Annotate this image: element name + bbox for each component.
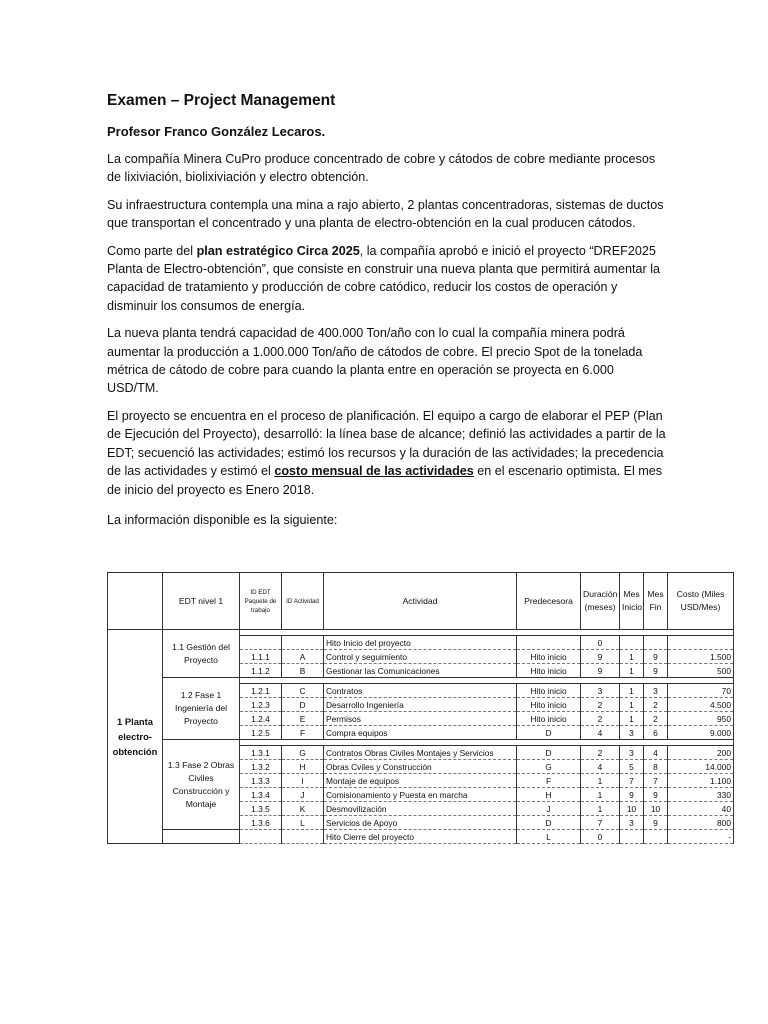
edt-level1-cell: 1 Planta electro-obtención: [108, 630, 163, 844]
paragraph-infrastructure: Su infraestructura contempla una mina a rajo abierto, 2 plantas concentradoras, sistemas de ductos que transportan el concentrado y una planta de electro-obtención en la cual producen cátodos.: [107, 197, 664, 231]
monthly-cost-highlight: costo mensual de las actividades: [274, 464, 474, 479]
cell-edt: [240, 830, 282, 844]
cell-edt: 1.2.4: [240, 712, 282, 726]
cell-cost: 500: [668, 664, 734, 678]
cell-act: Control y seguimiento: [324, 650, 517, 664]
cell-id: D: [282, 698, 324, 712]
cell-edt: 1.3.5: [240, 802, 282, 816]
cell-fin: 8: [644, 760, 668, 774]
cell-cost: -: [668, 830, 734, 844]
header-id-actividad: ID Actividad: [282, 573, 324, 630]
cell-act: Desarrollo Ingeniería: [324, 698, 517, 712]
cell-fin: 4: [644, 746, 668, 760]
header-mes-inicio: Mes Inicio: [620, 573, 644, 630]
cell-ini: 3: [620, 726, 644, 740]
cell-dur: 2: [581, 746, 620, 760]
paragraph-planning-text-1: El proyecto se encuentra en el proceso de planificación. El equipo a cargo de elaborar el PEP (Plan de Ejecución del Proyecto), desarrolló: la línea base de alcance; definió las actividades a partir de la EDT; secuenció las actividades; estimó los recursos y la duración de las actividades; la precedencia de las actividades y estimó el: [107, 408, 666, 479]
cell-cost: 70: [668, 684, 734, 698]
edt-group-name: 1.3 Fase 2 Obras Civiles Construcción y Montaje: [163, 740, 240, 830]
cell-cost: 1.500: [668, 650, 734, 664]
cell-id: [282, 830, 324, 844]
cell-fin: 9: [644, 664, 668, 678]
header-duracion: Duración (meses): [581, 573, 620, 630]
cell-pred: Hito inicio: [517, 664, 581, 678]
cell-cost: 1.100: [668, 774, 734, 788]
cell-id: A: [282, 650, 324, 664]
cell-pred: Hito inicio: [517, 684, 581, 698]
cell-ini: [620, 830, 644, 844]
cell-cost: 330: [668, 788, 734, 802]
cell-cost: 9.000: [668, 726, 734, 740]
cell-pred: J: [517, 802, 581, 816]
cell-edt: 1.3.6: [240, 816, 282, 830]
cell-pred: Hito inicio: [517, 712, 581, 726]
cell-act: Hito Inicio del proyecto: [324, 636, 517, 650]
edt-group-name: 1.2 Fase 1 Ingeniería del Proyecto: [163, 678, 240, 740]
cell-pred: [517, 636, 581, 650]
cell-ini: [620, 636, 644, 650]
cell-fin: 7: [644, 774, 668, 788]
cell-fin: 6: [644, 726, 668, 740]
cell-cost: 800: [668, 816, 734, 830]
cell-cost: 4.500: [668, 698, 734, 712]
cell-edt: [240, 636, 282, 650]
cell-ini: 1: [620, 650, 644, 664]
cell-act: Permisos: [324, 712, 517, 726]
cell-fin: 10: [644, 802, 668, 816]
cell-id: K: [282, 802, 324, 816]
cell-dur: 3: [581, 684, 620, 698]
cell-act: Servicios de Apoyo: [324, 816, 517, 830]
cell-pred: H: [517, 788, 581, 802]
cell-cost: [668, 636, 734, 650]
cell-act: Compra equipos: [324, 726, 517, 740]
cell-dur: 0: [581, 636, 620, 650]
cell-act: Hito Cierre del proyecto: [324, 830, 517, 844]
document-body: [107, 92, 667, 527]
cell-dur: 4: [581, 760, 620, 774]
cell-fin: 2: [644, 698, 668, 712]
cell-ini: 9: [620, 788, 644, 802]
cell-pred: G: [517, 760, 581, 774]
cell-fin: [644, 636, 668, 650]
cell-dur: 1: [581, 788, 620, 802]
cell-edt: 1.3.1: [240, 746, 282, 760]
cell-dur: 9: [581, 650, 620, 664]
header-predecesora: Predecesora: [517, 573, 581, 630]
cell-edt: 1.3.2: [240, 760, 282, 774]
cell-ini: 1: [620, 698, 644, 712]
cell-dur: 7: [581, 816, 620, 830]
cell-ini: 1: [620, 712, 644, 726]
paragraph-project-text-1: Como parte del: [107, 243, 197, 258]
cell-ini: 5: [620, 760, 644, 774]
cell-fin: [644, 830, 668, 844]
header-id-edt: ID EDT Paquete de trabajo: [240, 573, 282, 630]
edt-group-name: 1.1 Gestión del Proyecto: [163, 630, 240, 678]
cell-edt: 1.3.4: [240, 788, 282, 802]
cell-pred: F: [517, 774, 581, 788]
cell-act: Obras Cviles y Construcción: [324, 760, 517, 774]
cell-pred: Hito inicio: [517, 698, 581, 712]
cell-ini: 1: [620, 684, 644, 698]
cell-id: L: [282, 816, 324, 830]
header-actividad: Actividad: [324, 573, 517, 630]
cell-pred: Hito inicio: [517, 650, 581, 664]
cell-ini: 10: [620, 802, 644, 816]
cell-dur: 2: [581, 698, 620, 712]
cell-dur: 1: [581, 774, 620, 788]
cell-act: Contratos: [324, 684, 517, 698]
info-intro: La información disponible es la siguiente:: [107, 512, 338, 527]
edt-group-blank: [163, 830, 240, 844]
cell-fin: 2: [644, 712, 668, 726]
cell-dur: 4: [581, 726, 620, 740]
cell-fin: 9: [644, 816, 668, 830]
cell-cost: 14.000: [668, 760, 734, 774]
strategic-plan-highlight: plan estratégico Circa 2025: [196, 243, 360, 258]
cell-id: H: [282, 760, 324, 774]
cell-cost: 40: [668, 802, 734, 816]
cell-id: I: [282, 774, 324, 788]
cell-id: [282, 636, 324, 650]
cell-id: F: [282, 726, 324, 740]
cell-pred: L: [517, 830, 581, 844]
cell-pred: D: [517, 726, 581, 740]
cell-edt: 1.2.5: [240, 726, 282, 740]
paragraph-project-text-2: , la compañía aprobó e inició el proyecto “DREF2025 Planta de Electro-obtención”, que consiste en construir una nueva planta que permitirá aumentar la capacidad de tratamiento y producción de cobre catódico, reducir los costos de operación y disminuir los consumos de energía.: [107, 243, 661, 313]
header-edt-nivel1: EDT nivel 1: [163, 573, 240, 630]
table-body: [108, 630, 734, 844]
cell-ini: 3: [620, 816, 644, 830]
activities-table: [107, 572, 734, 844]
cell-cost: 950: [668, 712, 734, 726]
paragraph-company: La compañía Minera CuPro produce concentrado de cobre y cátodos de cobre mediante procesos de lixiviación, biolixiviación y electro obtención.: [107, 152, 656, 185]
cell-id: B: [282, 664, 324, 678]
cell-dur: 1: [581, 802, 620, 816]
cell-act: Montaje de equipos: [324, 774, 517, 788]
cell-cost: 200: [668, 746, 734, 760]
cell-id: J: [282, 788, 324, 802]
cell-fin: 9: [644, 788, 668, 802]
cell-id: C: [282, 684, 324, 698]
cell-pred: D: [517, 746, 581, 760]
paragraph-planning-text-2: en el escenario optimista. El mes de inicio del proyecto es Enero 2018.: [107, 464, 663, 497]
cell-act: Contratos Obras Civiles Montajes y Servicios: [324, 746, 517, 760]
cell-pred: D: [517, 816, 581, 830]
cell-dur: 9: [581, 664, 620, 678]
header-mes-fin: Mes Fin: [644, 573, 668, 630]
cell-act: Gestionar las Comunicaciones: [324, 664, 517, 678]
paragraph-project: [107, 242, 667, 316]
cell-edt: 1.3.3: [240, 774, 282, 788]
cell-act: Desmovilización: [324, 802, 517, 816]
cell-ini: 7: [620, 774, 644, 788]
cell-fin: 9: [644, 650, 668, 664]
cell-id: E: [282, 712, 324, 726]
cell-ini: 1: [620, 664, 644, 678]
cell-edt: 1.2.1: [240, 684, 282, 698]
cell-ini: 3: [620, 746, 644, 760]
cell-id: G: [282, 746, 324, 760]
cell-edt: 1.2.3: [240, 698, 282, 712]
cell-fin: 3: [644, 684, 668, 698]
cell-dur: 2: [581, 712, 620, 726]
cell-act: Comisionamiento y Puesta en marcha: [324, 788, 517, 802]
cell-dur: 0: [581, 830, 620, 844]
table-header-row: [108, 573, 734, 630]
document-title: Examen – Project Management: [107, 92, 336, 109]
professor-name: Profesor Franco González Lecaros.: [107, 124, 326, 139]
paragraph-planning: [107, 407, 667, 499]
table-row-final: [108, 830, 734, 844]
header-costo: Costo (Miles USD/Mes): [668, 573, 734, 630]
cell-edt: 1.1.2: [240, 664, 282, 678]
cell-edt: 1.1.1: [240, 650, 282, 664]
paragraph-capacity: La nueva planta tendrá capacidad de 400.000 Ton/año con lo cual la compañía minera podrá aumentar la producción a 1.000.000 Ton/año de cátodos de cobre. El precio Spot de la tonelada métrica de cátodo de cobre para cuando la planta entre en operación se proyecta en 6.000 USD/TM.: [107, 326, 643, 396]
header-blank: [108, 573, 163, 630]
